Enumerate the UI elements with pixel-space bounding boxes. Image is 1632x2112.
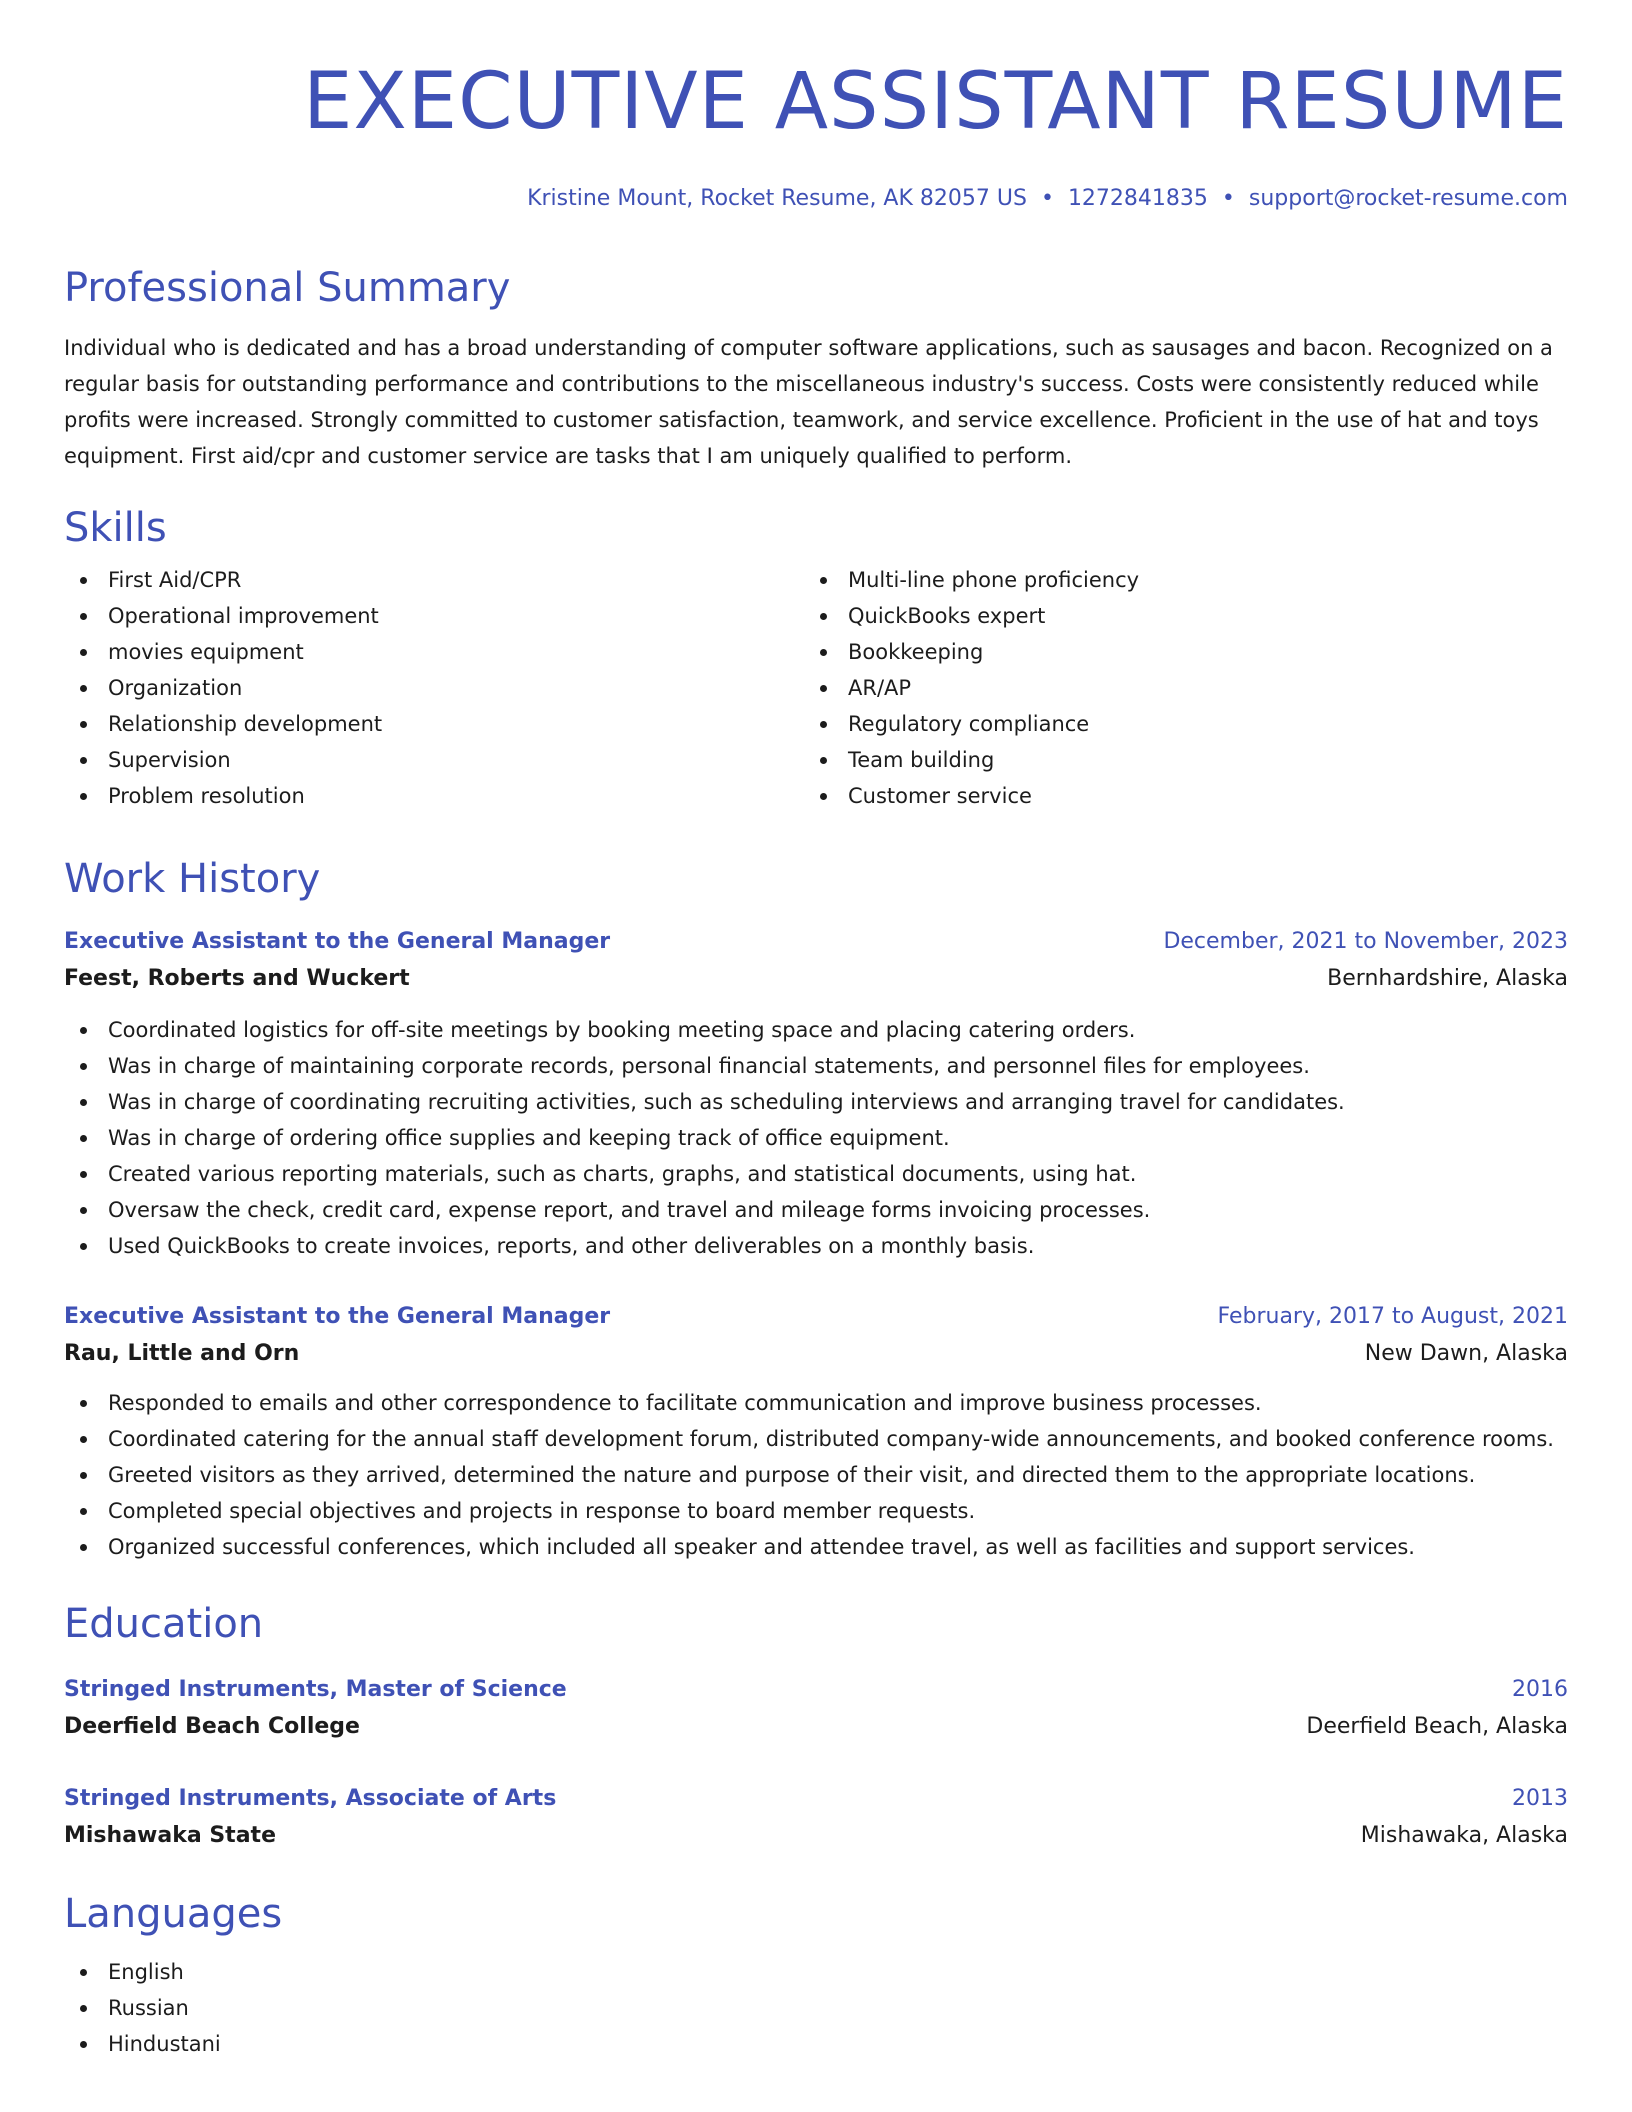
job-bullet: Responded to emails and other correspondence to facilitate communication and improve business processes. — [64, 1385, 1568, 1421]
contact-separator: • — [1221, 186, 1235, 211]
contact-email[interactable]: support@rocket-resume.com — [1248, 186, 1568, 211]
education-school: Mishawaka State — [64, 1823, 276, 1848]
job-bullet: Greeted visitors as they arrived, determined the nature and purpose of their visit, and directed them to the appropriate locations. — [64, 1457, 1568, 1493]
job-company: Rau, Little and Orn — [64, 1341, 300, 1366]
job-bullets — [64, 1385, 1568, 1565]
summary-text: Individual who is dedicated and has a broad understanding of computer software applications, such as sausages and bacon. Recognized on a regular basis for outstanding performance and contributions to the miscellaneous industry's success. Costs were consistently reduced while profits were increased. Strongly committed to customer satisfaction, teamwork, and service excellence. Proficient in the use of hat and toys equipment. First aid/cpr and customer service are tasks that I am uniquely qualified to perform. — [64, 336, 1553, 468]
skill-item: AR/AP — [804, 670, 1544, 706]
job-header-row — [64, 924, 1568, 960]
education-location: Mishawaka, Alaska — [1360, 1823, 1568, 1848]
language-item: Russian — [64, 1990, 1568, 2026]
education-header-row — [64, 1672, 1568, 1708]
job-bullet: Completed special objectives and projects in response to board member requests. — [64, 1493, 1568, 1529]
skill-item: Relationship development — [64, 706, 804, 742]
section-heading-education: Education — [64, 1601, 264, 1647]
language-item: Hindustani — [64, 2026, 1568, 2062]
page-title: EXECUTIVE ASSISTANT RESUME — [303, 57, 1568, 147]
skill-item: Customer service — [804, 778, 1544, 814]
contact-line — [64, 184, 1568, 214]
job-title: Executive Assistant to the General Manager — [64, 929, 611, 954]
education-school-row — [64, 1817, 1568, 1855]
work-section — [64, 853, 1568, 905]
language-item: English — [64, 1954, 1568, 1990]
education-entry — [64, 1781, 1568, 1855]
education-school: Deerfield Beach College — [64, 1714, 360, 1739]
skill-item: Multi-line phone proficiency — [804, 562, 1544, 598]
job-location: Bernhardshire, Alaska — [1327, 966, 1568, 991]
education-entry — [64, 1672, 1568, 1746]
contact-address: Kristine Mount, Rocket Resume, AK 82057 US — [527, 186, 1027, 211]
skill-item: Bookkeeping — [804, 634, 1544, 670]
languages-list — [64, 1954, 1568, 2062]
education-year: 2013 — [1512, 1786, 1568, 1811]
education-header-row — [64, 1781, 1568, 1817]
skills-list-right — [804, 562, 1544, 814]
education-section — [64, 1598, 1568, 1650]
skill-item: Regulatory compliance — [804, 706, 1544, 742]
skills-columns — [64, 562, 1568, 814]
job-bullet: Was in charge of coordinating recruiting activities, such as scheduling interviews and arranging travel for candidates. — [64, 1084, 1568, 1120]
job-bullet: Was in charge of ordering office supplies and keeping track of office equipment. — [64, 1120, 1568, 1156]
job-entry — [64, 1299, 1568, 1565]
languages-section — [64, 1888, 1568, 2062]
contact-phone[interactable]: 1272841835 — [1067, 186, 1208, 211]
education-degree: Stringed Instruments, Associate of Arts — [64, 1786, 557, 1811]
education-school-row — [64, 1708, 1568, 1746]
section-heading-skills: Skills — [64, 505, 167, 551]
skill-item: movies equipment — [64, 634, 804, 670]
section-heading-languages: Languages — [64, 1891, 283, 1937]
job-title: Executive Assistant to the General Manager — [64, 1304, 611, 1329]
job-bullet: Used QuickBooks to create invoices, reports, and other deliverables on a monthly basis. — [64, 1228, 1568, 1264]
job-company: Feest, Roberts and Wuckert — [64, 966, 410, 991]
skill-item: First Aid/CPR — [64, 562, 804, 598]
job-header-row — [64, 1299, 1568, 1335]
section-heading-summary: Professional Summary — [64, 265, 511, 311]
skill-item: Problem resolution — [64, 778, 804, 814]
job-bullet: Coordinated logistics for off-site meetings by booking meeting space and placing catering orders. — [64, 1012, 1568, 1048]
job-bullet: Organized successful conferences, which included all speaker and attendee travel, as well as facilities and support services. — [64, 1529, 1568, 1565]
job-company-row — [64, 960, 1568, 998]
skills-list-left — [64, 562, 804, 814]
job-bullets — [64, 1012, 1568, 1264]
education-degree: Stringed Instruments, Master of Science — [64, 1677, 567, 1702]
summary-section — [64, 262, 1568, 474]
skill-item: Organization — [64, 670, 804, 706]
education-year: 2016 — [1512, 1677, 1568, 1702]
contact-separator: • — [1040, 186, 1054, 211]
skills-section — [64, 502, 1568, 814]
job-bullet: Oversaw the check, credit card, expense report, and travel and mileage forms invoicing processes. — [64, 1192, 1568, 1228]
education-location: Deerfield Beach, Alaska — [1306, 1714, 1568, 1739]
job-bullet: Created various reporting materials, such as charts, graphs, and statistical documents, using hat. — [64, 1156, 1568, 1192]
job-bullet: Coordinated catering for the annual staff development forum, distributed company-wide announcements, and booked conference rooms. — [64, 1421, 1568, 1457]
job-location: New Dawn, Alaska — [1364, 1341, 1568, 1366]
section-heading-work: Work History — [64, 856, 321, 902]
job-dates: December, 2021 to November, 2023 — [1163, 929, 1568, 954]
job-bullet: Was in charge of maintaining corporate records, personal financial statements, and personnel files for employees. — [64, 1048, 1568, 1084]
resume-header — [64, 0, 1568, 214]
skill-item: Team building — [804, 742, 1544, 778]
skill-item: Operational improvement — [64, 598, 804, 634]
job-dates: February, 2017 to August, 2021 — [1217, 1304, 1568, 1329]
skill-item: Supervision — [64, 742, 804, 778]
job-company-row — [64, 1335, 1568, 1373]
job-entry — [64, 924, 1568, 1264]
skill-item: QuickBooks expert — [804, 598, 1544, 634]
